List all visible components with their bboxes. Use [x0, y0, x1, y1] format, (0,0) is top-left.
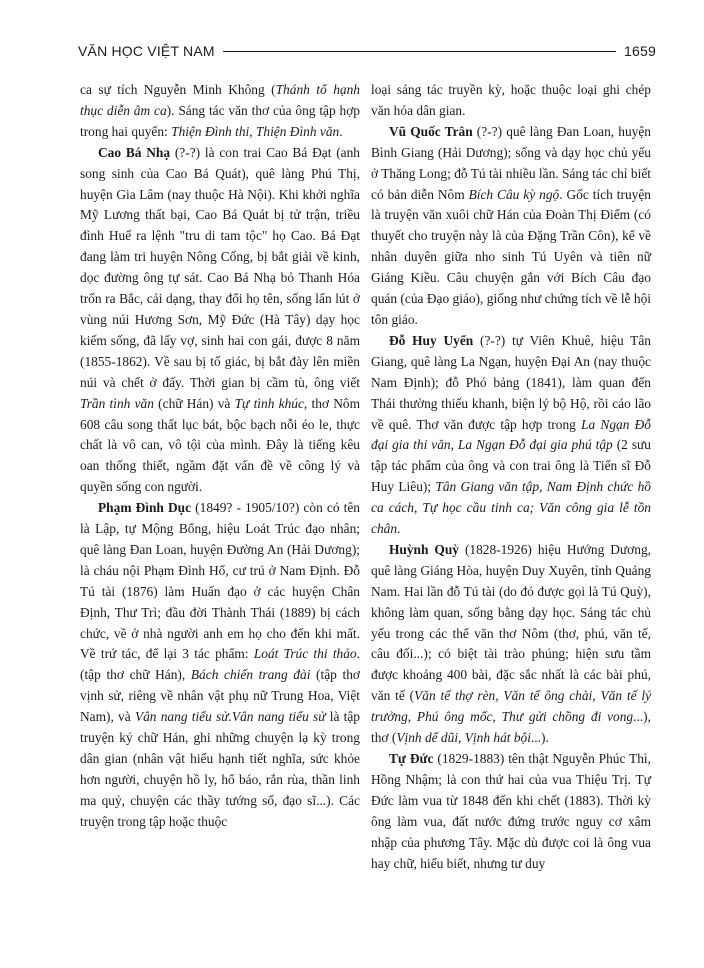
paragraph: [80, 498, 360, 833]
text-run: . (tập thơ chữ Hán),: [80, 646, 360, 683]
right-column: [371, 80, 651, 874]
page-number: 1659: [624, 43, 656, 59]
work-title: Loát Trúc thi thảo: [253, 646, 357, 662]
text-run: ). Sáng tác văn thơ của ông tập hợp trong hai quyển:: [80, 102, 361, 139]
entry-name: Đỗ Huy Uyển: [389, 332, 474, 348]
text-run: ca sự tích Nguyễn Minh Không (: [80, 82, 276, 97]
paragraph: [371, 80, 651, 122]
entry-name: Tự Đức: [389, 751, 434, 766]
text-run: (?-?) là con trai Cao Bá Đạt (anh song sinh của Cao Bá Quát), quê làng Phú Thị, huyện Gia Lâm (nay thuộc Hà Nội). Khi khởi nghĩa Mỹ Lương thất bại, Cao Bá Quát bị tử trận, triều đình Huế ra lệnh "tru di tam tộc" họ Cao. Bá Đạt đang làm tri huyện Nông Cống, bị bắt giải về kinh, dọc đường ông tự sát. Cao Bá Nhạ bỏ Thanh Hóa trốn ra Bắc, cải dạng, thay đổi họ tên, sống lẩn lút ở vùng núi Hương Sơn, Mỹ Đức (Hà Tây) dạy học kiếm sống, đã lấy vợ, sinh hai con gái, được 8 năm (1855-1862). Về sau bị tố giác, bị bắt đày lên miền núi và chết ở đấy. Thời gian bị cầm tù, ông viết: [80, 144, 360, 390]
text-run: (1828-1926) hiệu Hướng Dương, quê làng Giáng Hòa, huyện Duy Xuyên, tỉnh Quảng Nam. Hai lần đỗ Tú tài (do đó được gọi là Tú Quỳ), không làm quan, sống bằng dạy học. Sáng tác chủ yếu trong các thể văn thơ Nôm (thơ, phú, văn tế, câu đối...); có biệt tài trào phúng; hiện sưu tầm được khoảng 400 bài, đặc sắc nhất là các bài phú, văn tế (: [371, 541, 651, 704]
text-run: (1829-1883) tên thật Nguyễn Phúc Thì, Hồng Nhậm; là con thứ hai của vua Thiệu Trị. Tự Đức làm vua từ 1848 đến khi chết (1883). Thời kỳ ông làm vua, đất nước đứng trước nguy cơ xâm nhập của phương Tây. Mặc dù được coi là ông vua hay chữ, hiếu biết, nhưng tư duy: [371, 751, 652, 871]
entry-name: Huỳnh Quỳ: [389, 541, 459, 557]
text-run: (1849? - 1905/10?) còn có tên là Lập, tự Mộng Bổng, hiệu Loát Trúc đạo nhân; quê làng Đan Loan, huyện Đường An (Hải Dương); là cháu nội Phạm Đình Hổ, cư trú ở Nam Định. Đỗ Tú tài (1876) làm Huấn đạo ở các huyện Chân Định, Thư Trì; đầu đời Thành Thái (1889) bị cách chức, về ở nhà người anh em họ cho đến khi mất. Về trứ tác, để lại 3 tác phẩm:: [80, 500, 360, 662]
left-column: [80, 80, 360, 833]
text-run: (?-?) tự Viên Khuê, hiệu Tân Giang, quê làng La Ngạn, huyện Đại An (nay thuộc Nam Định); đỗ Phó bảng (1841), làm quan đến Thái thường thiếu khanh, biện lý bộ Hộ, rồi cáo lão về quê. Thơ văn được tập hợp trong: [371, 332, 651, 432]
work-title: Bách chiến trang đài: [190, 667, 311, 683]
book-title: VĂN HỌC VIỆT NAM: [78, 43, 215, 59]
text-run: (tập thơ vịnh sử, riêng về nhân vật phụ nữ Trung Hoa, Việt Nam), và: [80, 667, 361, 725]
text-run: là tập truyện ký chữ Hán, ghi những chuyện lạ kỳ trong dân gian (nhân vật hiếu hạnh tiết nghĩa, sức khỏe hơn người, chuyện hồ ly, hổ báo, rắn rùa, thần linh ma quỷ, chuyện các thầy tướng số, đạo sĩ...). Các truyện trong tập hoặc thuộc: [80, 709, 361, 829]
work-title: La Ngạn Đỗ đại gia thi văn, La Ngạn Đỗ đại gia phú tập: [371, 416, 651, 453]
entry-name: Cao Bá Nhạ: [98, 144, 171, 160]
text-run: .: [339, 123, 343, 139]
text-run: loại sáng tác truyền kỳ, hoặc thuộc loại ghi chép văn hóa dân gian.: [371, 82, 651, 118]
text-run: (2 sưu tập tác phẩm của ông và con trai ông là Tiến sĩ Đỗ Huy Liêu);: [371, 437, 652, 495]
text-run: , thơ Nôm 608 câu song thất lục bát, bộc bạch nỗi éo le, thực chất là vô can, vô tội của mình. Đây là tiếng kêu oan thống thiết, ngầm đặt vấn đề về công lý và quyền sống con người.: [80, 395, 360, 495]
paragraph: [371, 540, 651, 749]
text-run: .: [397, 521, 401, 537]
paragraph: [371, 331, 651, 540]
text-run: ...), thơ (: [371, 709, 651, 746]
text-run: ...).: [530, 730, 549, 746]
text-run: . Gốc tích truyện là truyện văn xuôi chữ Hán của Đoàn Thị Điểm (có thuyết cho truyện này là của Đặng Trần Côn), kể về nhân duyên giữa nho sinh Tú Uyên và tiên nữ Giáng Kiều. Câu chuyện gắn với Bích Câu đạo quán (của Đạo giáo), giống như chứng tích về lễ hội tôn giáo.: [371, 186, 651, 327]
work-title: Thánh tổ hạnh thục diễn âm ca: [80, 82, 360, 118]
work-title: Văn tế thợ rèn, Văn tế ông chài, Văn tế lý trưởng, Phú ông mốc, Thư gửi chồng đi vong: [371, 688, 652, 725]
work-title: Tân Giang văn tập, Nam Định chức hồ ca cách, Tự học cầu tinh ca; Văn công gia lễ tồn chân: [371, 479, 651, 537]
header-rule: [223, 51, 616, 52]
text-run: (chữ Hán) và: [153, 395, 235, 411]
paragraph: [371, 749, 651, 874]
text-run: (?-?) quê làng Đan Loan, huyện Bình Giang (Hải Dương); sống và dạy học chủ yếu ở Thăng Long; đỗ Tú tài nhiều lần. Sáng tác chỉ biết có bản diễn Nôm: [371, 123, 651, 202]
paragraph: [371, 122, 651, 331]
paragraph: [80, 80, 360, 143]
entry-name: Vũ Quốc Trân: [389, 123, 473, 139]
work-title: Vịnh dế dũi, Vịnh hát bội: [396, 730, 531, 746]
work-title: Vân nang tiểu sử.Vân nang tiểu sử: [134, 709, 326, 725]
paragraph: [80, 143, 360, 498]
work-title: Thiện Đình thi, Thiện Đình văn: [171, 123, 340, 139]
running-header: [78, 40, 656, 62]
entry-name: Phạm Đình Dục: [98, 500, 192, 516]
work-title: Bích Câu kỳ ngộ: [468, 186, 560, 202]
work-title: Trần tình văn: [80, 395, 154, 411]
work-title: Tự tình khúc: [234, 395, 304, 411]
